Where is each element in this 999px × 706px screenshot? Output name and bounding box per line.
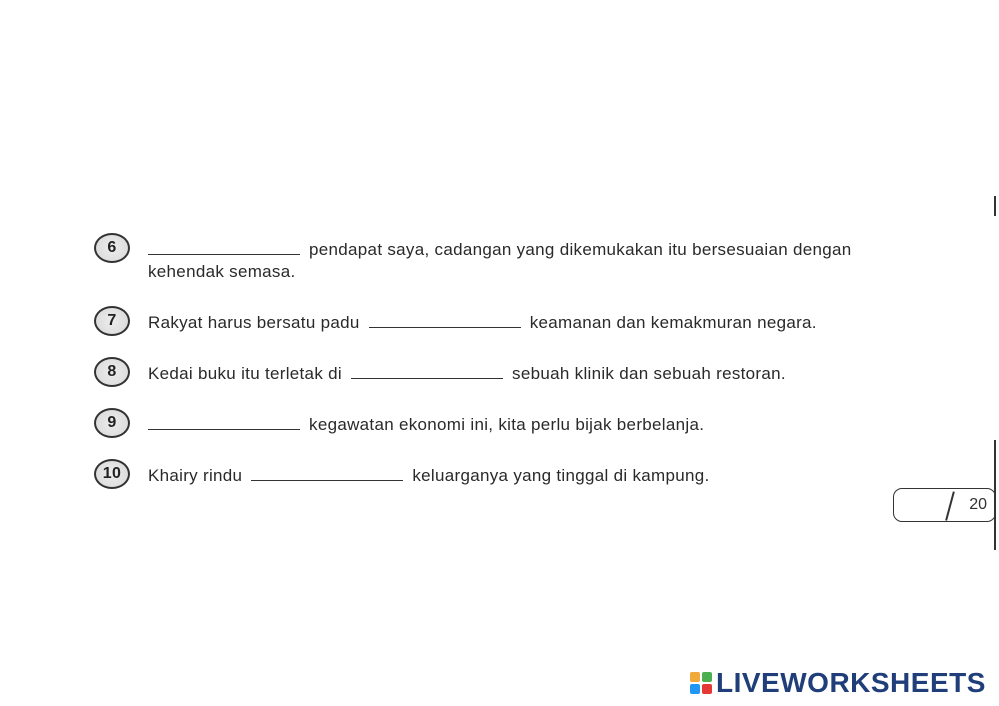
- logo-grid-cell: [702, 672, 712, 682]
- question-7: [94, 311, 817, 336]
- logo-grid-icon: [690, 672, 712, 694]
- question-number-badge: 8: [94, 357, 130, 387]
- page-edge-mark: [994, 196, 996, 216]
- answer-blank[interactable]: [251, 466, 403, 481]
- question-text-before: Khairy rindu: [148, 466, 243, 485]
- question-number-badge: 10: [94, 459, 130, 489]
- question-text-after: kegawatan ekonomi ini, kita perlu bijak berbelanja.: [309, 415, 705, 434]
- question-6: [94, 238, 852, 284]
- question-text: [148, 413, 704, 437]
- question-text: [148, 464, 710, 488]
- answer-blank[interactable]: [148, 240, 300, 255]
- question-text-before: Kedai buku itu terletak di: [148, 364, 342, 383]
- logo-grid-cell: [702, 684, 712, 694]
- question-text-after: keamanan dan kemakmuran negara.: [529, 313, 817, 332]
- answer-blank[interactable]: [369, 313, 521, 328]
- logo-text: LIVEWORKSHEETS: [716, 667, 986, 698]
- question-number-badge: 6: [94, 233, 130, 263]
- logo-grid-cell: [690, 684, 700, 694]
- score-divider: [945, 491, 954, 520]
- question-text-after: pendapat saya, cadangan yang dikemukakan itu bersesuaian dengan: [309, 240, 852, 259]
- question-text: [148, 311, 817, 335]
- question-9: [94, 413, 704, 438]
- score-total: 20: [969, 496, 987, 513]
- question-text-after: sebuah klinik dan sebuah restoran.: [512, 364, 786, 383]
- answer-blank[interactable]: [351, 364, 503, 379]
- question-text-line2: kehendak semasa.: [148, 262, 296, 281]
- answer-blank[interactable]: [148, 415, 300, 430]
- question-10: [94, 464, 710, 489]
- question-text-before: Rakyat harus bersatu padu: [148, 313, 360, 332]
- score-box: [893, 488, 996, 522]
- question-8: [94, 362, 786, 387]
- logo-grid-cell: [690, 672, 700, 682]
- question-text: [148, 238, 852, 284]
- liveworksheets-logo: [690, 667, 986, 699]
- question-number-badge: 9: [94, 408, 130, 438]
- question-text-after: keluarganya yang tinggal di kampung.: [412, 466, 710, 485]
- page-edge-mark: [994, 440, 996, 550]
- question-number-badge: 7: [94, 306, 130, 336]
- question-text: [148, 362, 786, 386]
